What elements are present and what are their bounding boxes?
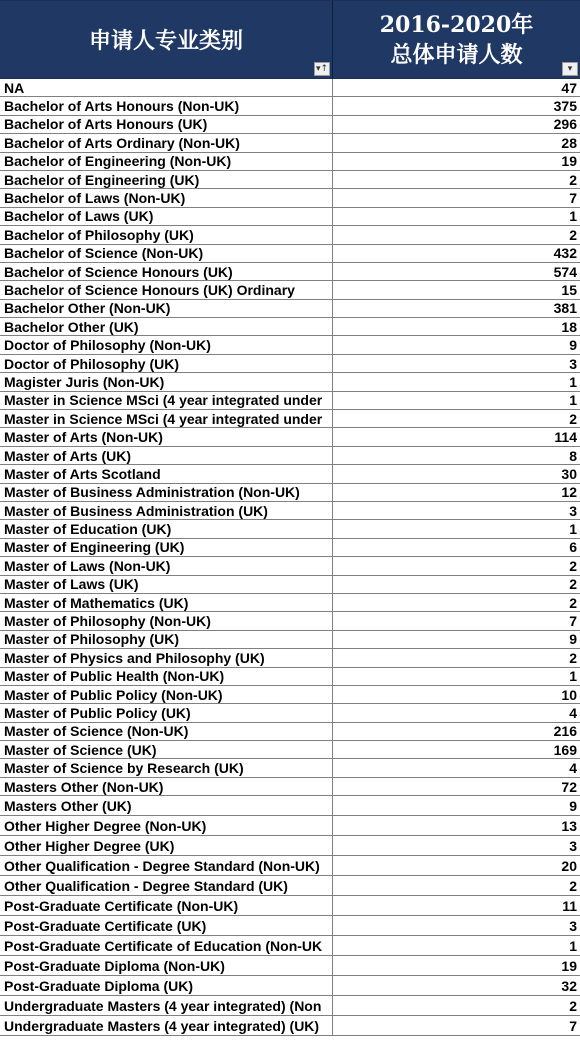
table-row[interactable] [0,576,580,594]
table-row[interactable] [0,189,580,207]
table-row[interactable] [0,539,580,557]
table-row[interactable] [0,171,580,189]
major-category-cell[interactable]: NA [0,79,333,96]
major-category-cell[interactable]: Undergraduate Masters (4 year integrated) (UK) [0,1016,333,1035]
major-category-cell[interactable]: Bachelor Other (UK) [0,318,333,335]
major-category-cell[interactable]: Other Higher Degree (UK) [0,836,333,855]
header-count-line2: 总体申请人数 [390,41,523,68]
table-row[interactable] [0,976,580,996]
major-category-cell[interactable]: Master of Science (UK) [0,741,333,758]
applicant-count-cell[interactable]: 1 [569,373,577,390]
major-category-cell[interactable]: Master in Science MSci (4 year integrated under [0,392,333,409]
table-row[interactable] [0,631,580,649]
table-row[interactable] [0,594,580,612]
table-row[interactable] [0,557,580,575]
table-row[interactable] [0,318,580,336]
applicant-count-cell[interactable]: 3 [569,917,577,934]
major-category-cell[interactable]: Master of Arts (Non-UK) [0,428,333,445]
applicant-count-cell[interactable]: 2 [569,557,577,574]
applicant-count-cell[interactable]: 6 [569,539,577,556]
table-row[interactable] [0,465,580,483]
table-row[interactable] [0,410,580,428]
major-category-cell[interactable]: Post-Graduate Certificate (Non-UK) [0,896,333,915]
major-category-cell[interactable]: Master of Business Administration (UK) [0,502,333,519]
table-row[interactable] [0,956,580,976]
table-row[interactable] [0,153,580,171]
major-category-cell[interactable]: Bachelor of Engineering (UK) [0,171,333,188]
applicant-count-cell[interactable]: 169 [553,741,577,758]
major-category-cell[interactable]: Doctor of Philosophy (Non-UK) [0,336,333,353]
applicant-count-cell[interactable]: 32 [561,977,577,994]
major-category-cell[interactable]: Master of Mathematics (UK) [0,594,333,611]
major-category-cell[interactable]: Master of Public Health (Non-UK) [0,668,333,685]
applicant-count-cell[interactable]: 9 [569,631,577,648]
table-row[interactable] [0,723,580,741]
major-category-cell[interactable]: Bachelor of Science (Non-UK) [0,245,333,262]
applicant-count-cell[interactable]: 4 [569,760,577,777]
applicant-count-cell[interactable]: 72 [561,778,577,795]
major-category-cell[interactable]: Master of Education (UK) [0,520,333,537]
major-category-cell[interactable]: Master of Philosophy (UK) [0,631,333,648]
applicant-count-cell[interactable]: 216 [553,723,577,740]
table-row[interactable] [0,856,580,876]
major-category-cell[interactable]: Post-Graduate Diploma (UK) [0,976,333,995]
table-row[interactable] [0,876,580,896]
major-category-cell[interactable]: Post-Graduate Certificate (UK) [0,916,333,935]
table-row[interactable] [0,936,580,956]
table-row[interactable] [0,355,580,373]
applicant-count-cell[interactable]: 381 [553,300,577,317]
header-count-line1: 2016-2020年 [379,11,534,38]
table-row[interactable] [0,428,580,446]
table-row[interactable] [0,916,580,936]
applicant-count-cell[interactable]: 13 [561,817,577,834]
major-category-cell[interactable]: Master of Public Policy (Non-UK) [0,686,333,703]
applicant-count-cell[interactable]: 2 [569,171,577,188]
major-category-cell[interactable]: Master of Physics and Philosophy (UK) [0,649,333,666]
major-category-cell[interactable]: Other Qualification - Degree Standard (UK) [0,876,333,895]
table-row[interactable] [0,79,580,97]
applicant-count-cell[interactable]: 2 [569,226,577,243]
table-row[interactable] [0,778,580,796]
applicant-count-cell[interactable]: 2 [569,997,577,1014]
applicant-count-cell[interactable]: 4 [569,704,577,721]
major-category-cell[interactable]: Bachelor of Arts Honours (Non-UK) [0,97,333,114]
applicant-count-cell[interactable]: 15 [561,281,577,298]
applicant-count-cell[interactable]: 114 [554,429,577,446]
table-row[interactable] [0,1016,580,1036]
table-row[interactable] [0,996,580,1016]
table-row[interactable] [0,336,580,354]
applicant-count-cell[interactable]: 8 [569,447,577,464]
major-category-cell[interactable]: Masters Other (Non-UK) [0,778,333,795]
major-category-cell[interactable]: Doctor of Philosophy (UK) [0,355,333,372]
table-row[interactable] [0,116,580,134]
applicant-count-cell[interactable]: 432 [553,245,577,262]
applicant-count-cell[interactable]: 1 [569,937,577,954]
applicant-count-cell[interactable]: 3 [569,355,577,372]
major-category-cell[interactable]: Master of Science by Research (UK) [0,759,333,776]
table-row[interactable] [0,816,580,836]
major-category-cell[interactable]: Magister Juris (Non-UK) [0,373,333,390]
major-category-cell[interactable]: Bachelor of Engineering (Non-UK) [0,153,333,170]
table-row[interactable] [0,373,580,391]
applicant-count-cell[interactable]: 1 [569,208,577,225]
applicant-count-cell[interactable]: 19 [561,153,577,170]
applicant-count-cell[interactable]: 19 [561,957,577,974]
major-category-cell[interactable]: Bachelor of Laws (UK) [0,208,333,225]
applicant-count-cell[interactable]: 2 [569,410,577,427]
table-row[interactable] [0,134,580,152]
applicant-count-cell[interactable]: 2 [569,877,577,894]
applicant-count-cell[interactable]: 18 [561,318,577,335]
applicant-count-cell[interactable]: 3 [569,837,577,854]
major-category-cell[interactable]: Masters Other (UK) [0,796,333,815]
table-row[interactable] [0,896,580,916]
table-row[interactable] [0,281,580,299]
table-row[interactable] [0,836,580,856]
major-category-cell[interactable]: Bachelor Other (Non-UK) [0,300,333,317]
table-row[interactable] [0,704,580,722]
applicant-count-cell[interactable]: 7 [569,1017,577,1034]
header-major-category[interactable] [0,1,333,78]
applicant-count-cell[interactable]: 9 [569,797,577,814]
major-category-cell[interactable]: Undergraduate Masters (4 year integrated) (Non [0,996,333,1015]
table-row[interactable] [0,208,580,226]
major-category-cell[interactable]: Bachelor of Arts Honours (UK) [0,116,333,133]
table-row[interactable] [0,97,580,115]
table-row[interactable] [0,649,580,667]
applicant-count-cell[interactable]: 3 [569,502,577,519]
filter-dropdown-icon[interactable]: ▾ [562,62,578,76]
table-row[interactable] [0,520,580,538]
major-category-cell[interactable]: Other Higher Degree (Non-UK) [0,816,333,835]
table-row[interactable] [0,741,580,759]
major-category-cell[interactable]: Post-Graduate Diploma (Non-UK) [0,956,333,975]
major-category-cell[interactable]: Master of Philosophy (Non-UK) [0,612,333,629]
table-row[interactable] [0,263,580,281]
applicant-count-cell[interactable]: 11 [562,897,577,914]
major-category-cell[interactable]: Bachelor of Laws (Non-UK) [0,189,333,206]
major-category-cell[interactable]: Master of Science (Non-UK) [0,723,333,740]
header-row [0,1,580,79]
major-category-cell[interactable]: Bachelor of Science Honours (UK) Ordinary [0,281,333,298]
major-category-cell[interactable]: Bachelor of Philosophy (UK) [0,226,333,243]
table-row[interactable] [0,686,580,704]
applicant-count-cell[interactable]: 296 [553,116,577,133]
filter-sort-icon[interactable]: ▾↑ [314,62,330,76]
major-category-cell[interactable]: Bachelor of Arts Ordinary (Non-UK) [0,134,333,151]
table-body [0,79,580,1036]
major-category-cell[interactable]: Other Qualification - Degree Standard (Non-UK) [0,856,333,875]
major-category-cell[interactable]: Master of Laws (UK) [0,576,333,593]
applicant-count-cell[interactable]: 7 [569,613,577,630]
major-category-cell[interactable]: Master of Laws (Non-UK) [0,557,333,574]
applicant-count-cell[interactable]: 2 [569,649,577,666]
table-row[interactable] [0,447,580,465]
table-row[interactable] [0,245,580,263]
applicant-count-cell[interactable]: 1 [569,392,577,409]
header-major-category-label: 申请人专业类别 [88,28,243,54]
applicant-count-cell[interactable]: 9 [569,337,577,354]
table-row[interactable] [0,392,580,410]
applicant-count-cell[interactable]: 2 [569,594,577,611]
applicant-count-cell[interactable]: 7 [569,190,577,207]
applicant-count-cell[interactable]: 1 [569,521,577,538]
table-row[interactable] [0,226,580,244]
applicant-count-cell[interactable]: 375 [553,98,577,115]
applicant-count-cell[interactable]: 30 [561,465,577,482]
applicant-count-cell[interactable]: 12 [561,484,577,501]
table-row[interactable] [0,759,580,777]
major-category-cell[interactable]: Master of Public Policy (UK) [0,704,333,721]
table-row[interactable] [0,612,580,630]
major-category-cell[interactable]: Master of Arts Scotland [0,465,333,482]
major-category-cell[interactable]: Master of Engineering (UK) [0,539,333,556]
major-category-cell[interactable]: Master of Business Administration (Non-UK) [0,484,333,501]
table-row[interactable] [0,502,580,520]
table-row[interactable] [0,484,580,502]
applicant-count-cell[interactable]: 1 [569,668,577,685]
header-applicant-count[interactable] [333,1,580,78]
table-row[interactable] [0,300,580,318]
applicant-count-cell[interactable]: 20 [561,857,577,874]
applicant-count-cell[interactable]: 10 [561,686,577,703]
applicant-count-cell[interactable]: 28 [561,134,577,151]
table-row[interactable] [0,796,580,816]
applicant-count-cell[interactable]: 47 [561,79,577,96]
applicant-count-cell[interactable]: 574 [553,263,577,280]
table-row[interactable] [0,668,580,686]
applicant-count-cell[interactable]: 2 [569,576,577,593]
major-category-cell[interactable]: Master of Arts (UK) [0,447,333,464]
major-category-cell[interactable]: Master in Science MSci (4 year integrated under [0,410,333,427]
major-category-cell[interactable]: Post-Graduate Certificate of Education (Non-UK [0,936,333,955]
major-category-cell[interactable]: Bachelor of Science Honours (UK) [0,263,333,280]
